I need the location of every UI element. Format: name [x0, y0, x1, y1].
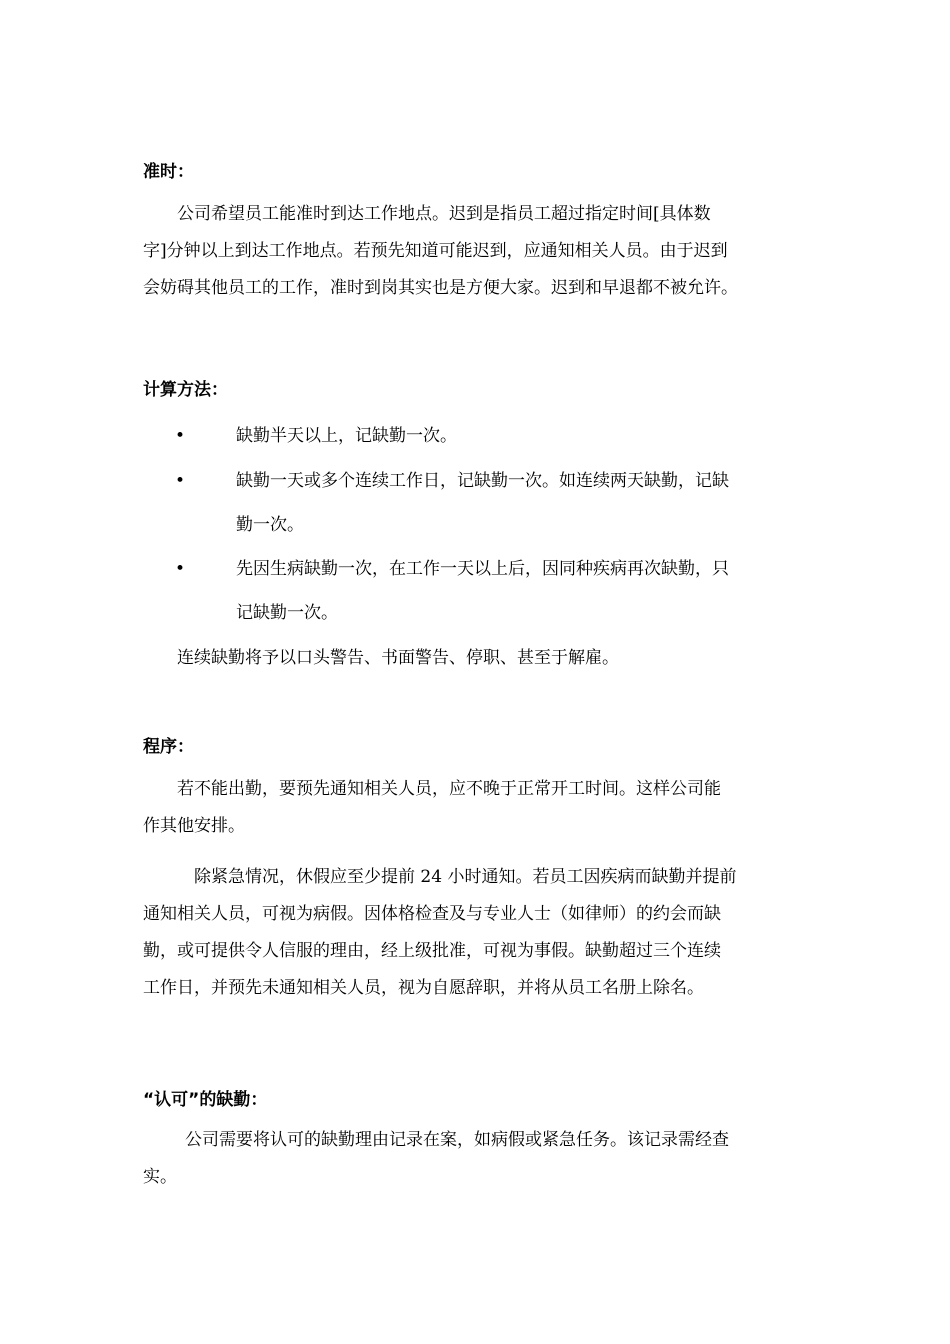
paragraph-procedure-1	[143, 771, 806, 845]
paragraph-procedure-2	[143, 859, 806, 1007]
paragraph-line: 实。	[143, 1167, 177, 1187]
list-item	[143, 414, 806, 458]
list-item-text: 勤一次。	[236, 515, 304, 535]
paragraph-line: 除紧急情况，休假应至少提前 24 小时通知。若员工因疾病而缺勤并提前	[194, 867, 737, 887]
paragraph-line: 连续缺勤将予以口头警告、书面警告、停职、甚至于解雇。	[177, 648, 619, 668]
paragraph-line: 会妨碍其他员工的工作，准时到岗其实也是方便大家。迟到和早退都不被允许。	[143, 278, 738, 298]
bullet-icon: •	[175, 426, 186, 446]
list-item-text: 缺勤半天以上，记缺勤一次。	[236, 426, 457, 446]
heading-calculation: 计算方法：	[143, 380, 228, 400]
list-item-text: 先因生病缺勤一次，在工作一天以上后，因同种疾病再次缺勤，只	[236, 559, 729, 579]
paragraph-line: 作其他安排。	[143, 816, 245, 836]
heading-approved-absence: “认可”的缺勤：	[143, 1090, 268, 1110]
paragraph-calculation-note	[143, 640, 806, 677]
list-item-text: 记缺勤一次。	[236, 603, 338, 623]
bullet-icon: •	[175, 471, 186, 491]
paragraph-line: 公司希望员工能准时到达工作地点。迟到是指员工超过指定时间[具体数	[177, 204, 711, 224]
paragraph-line: 工作日，并预先未通知相关人员，视为自愿辞职，并将从员工名册上除名。	[143, 978, 704, 998]
list-item	[143, 547, 806, 635]
heading-procedure: 程序：	[143, 737, 194, 757]
paragraph-line: 勤，或可提供令人信服的理由，经上级批准，可视为事假。缺勤超过三个连续	[143, 941, 721, 961]
paragraph-line: 通知相关人员，可视为病假。因体格检查及与专业人士（如律师）的约会而缺	[143, 904, 721, 924]
paragraph-approved-absence	[143, 1122, 806, 1196]
paragraph-line: 公司需要将认可的缺勤理由记录在案，如病假或紧急任务。该记录需经查	[185, 1130, 729, 1150]
paragraph-punctuality	[143, 196, 806, 307]
list-item	[143, 459, 806, 547]
heading-punctuality: 准时：	[143, 162, 194, 182]
bullet-icon: •	[175, 559, 186, 579]
paragraph-line: 若不能出勤，要预先通知相关人员，应不晚于正常开工时间。这样公司能	[177, 779, 721, 799]
paragraph-line: 字]分钟以上到达工作地点。若预先知道可能迟到，应通知相关人员。由于迟到	[143, 241, 728, 261]
list-item-text: 缺勤一天或多个连续工作日，记缺勤一次。如连续两天缺勤，记缺	[236, 471, 729, 491]
